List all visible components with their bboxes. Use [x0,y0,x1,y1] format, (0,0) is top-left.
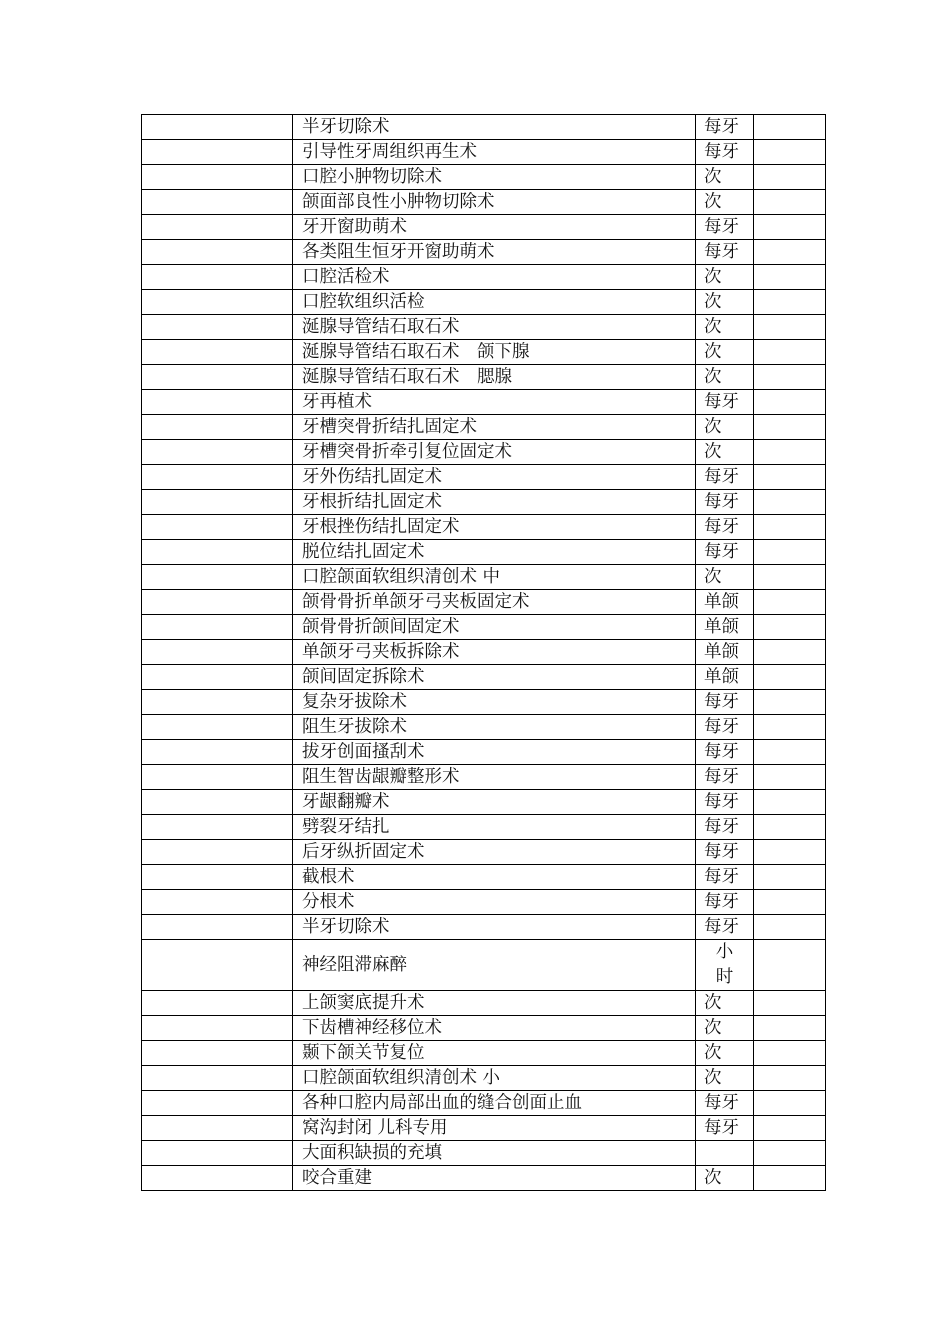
code-cell [142,715,293,740]
fee-table [141,114,826,1191]
item-name-cell: 涎腺导管结石取石术 [293,315,696,340]
table-row [142,190,826,215]
item-name-cell: 脱位结扎固定术 [293,540,696,565]
code-cell [142,515,293,540]
unit-cell: 每牙 [696,540,754,565]
price-cell [754,465,826,490]
code-cell [142,991,293,1016]
table-row [142,1016,826,1041]
unit-cell: 单颌 [696,640,754,665]
unit-cell: 每牙 [696,890,754,915]
unit-cell: 次 [696,315,754,340]
price-cell [754,1066,826,1091]
table-row [142,1116,826,1141]
table-row [142,440,826,465]
price-cell [754,290,826,315]
item-name-cell: 半牙切除术 [293,115,696,140]
price-cell [754,615,826,640]
code-cell [142,615,293,640]
item-name-cell: 分根术 [293,890,696,915]
table-row [142,140,826,165]
table-row [142,890,826,915]
code-cell [142,340,293,365]
table-row [142,740,826,765]
item-name-cell: 后牙纵折固定术 [293,840,696,865]
code-cell [142,465,293,490]
item-name-cell: 口腔小肿物切除术 [293,165,696,190]
table-row [142,940,826,991]
unit-cell: 每牙 [696,1116,754,1141]
unit-cell: 单颌 [696,590,754,615]
table-row [142,1091,826,1116]
unit-cell: 次 [696,565,754,590]
price-cell [754,315,826,340]
item-name-cell: 劈裂牙结扎 [293,815,696,840]
table-row [142,515,826,540]
unit-cell: 次 [696,991,754,1016]
price-cell [754,165,826,190]
table-row [142,865,826,890]
code-cell [142,390,293,415]
table-row [142,465,826,490]
item-name-cell: 牙槽突骨折结扎固定术 [293,415,696,440]
unit-cell: 每牙 [696,915,754,940]
table-row [142,1166,826,1191]
table-row [142,315,826,340]
code-cell [142,1141,293,1166]
table-row [142,565,826,590]
unit-cell: 每牙 [696,490,754,515]
unit-cell: 每牙 [696,715,754,740]
item-name-cell: 窝沟封闭 儿科专用 [293,1116,696,1141]
table-row [142,215,826,240]
price-cell [754,190,826,215]
item-name-cell: 牙根挫伤结扎固定术 [293,515,696,540]
code-cell [142,1116,293,1141]
table-row [142,240,826,265]
table-row [142,665,826,690]
item-name-cell: 截根术 [293,865,696,890]
code-cell [142,215,293,240]
price-cell [754,890,826,915]
price-cell [754,1141,826,1166]
item-name-cell: 口腔颌面软组织清创术 中 [293,565,696,590]
table-row [142,1141,826,1166]
code-cell [142,640,293,665]
table-row [142,915,826,940]
code-cell [142,265,293,290]
unit-cell: 每牙 [696,690,754,715]
price-cell [754,240,826,265]
price-cell [754,365,826,390]
table-row [142,840,826,865]
unit-cell: 小时 [696,940,754,991]
price-cell [754,565,826,590]
item-name-cell: 引导性牙周组织再生术 [293,140,696,165]
price-cell [754,1041,826,1066]
unit-cell: 次 [696,1066,754,1091]
item-name-cell: 口腔颌面软组织清创术 小 [293,1066,696,1091]
item-name-cell: 涎腺导管结石取石术 颌下腺 [293,340,696,365]
unit-cell: 每牙 [696,765,754,790]
item-name-cell: 半牙切除术 [293,915,696,940]
table-row [142,640,826,665]
unit-cell: 每牙 [696,740,754,765]
code-cell [142,815,293,840]
item-name-cell: 各种口腔内局部出血的缝合创面止血 [293,1091,696,1116]
code-cell [142,1091,293,1116]
price-cell [754,790,826,815]
unit-cell: 每牙 [696,215,754,240]
item-name-cell: 颌骨骨折单颌牙弓夹板固定术 [293,590,696,615]
unit-cell: 次 [696,165,754,190]
code-cell [142,140,293,165]
unit-cell: 每牙 [696,840,754,865]
code-cell [142,115,293,140]
unit-cell: 每牙 [696,1091,754,1116]
price-cell [754,340,826,365]
code-cell [142,840,293,865]
item-name-cell: 大面积缺损的充填 [293,1141,696,1166]
table-row [142,790,826,815]
item-name-cell: 颞下颌关节复位 [293,1041,696,1066]
price-cell [754,490,826,515]
code-cell [142,165,293,190]
code-cell [142,940,293,991]
code-cell [142,765,293,790]
item-name-cell: 咬合重建 [293,1166,696,1191]
item-name-cell: 涎腺导管结石取石术 腮腺 [293,365,696,390]
unit-cell: 次 [696,340,754,365]
item-name-cell: 拔牙创面搔刮术 [293,740,696,765]
code-cell [142,365,293,390]
unit-cell: 次 [696,1016,754,1041]
code-cell [142,240,293,265]
item-name-cell: 各类阻生恒牙开窗助萌术 [293,240,696,265]
code-cell [142,1041,293,1066]
table-row [142,715,826,740]
table-row [142,540,826,565]
item-name-cell: 复杂牙拔除术 [293,690,696,715]
price-cell [754,991,826,1016]
price-cell [754,815,826,840]
code-cell [142,190,293,215]
table-row [142,1066,826,1091]
unit-cell: 每牙 [696,465,754,490]
unit-cell: 每牙 [696,390,754,415]
table-row [142,390,826,415]
table-row [142,365,826,390]
item-name-cell: 神经阻滞麻醉 [293,940,696,991]
unit-cell: 每牙 [696,115,754,140]
item-name-cell: 下齿槽神经移位术 [293,1016,696,1041]
code-cell [142,440,293,465]
code-cell [142,590,293,615]
price-cell [754,140,826,165]
code-cell [142,890,293,915]
table-row [142,590,826,615]
item-name-cell: 阻生牙拔除术 [293,715,696,740]
table-row [142,690,826,715]
unit-cell: 次 [696,440,754,465]
unit-cell: 单颌 [696,665,754,690]
unit-cell: 次 [696,1041,754,1066]
table-row [142,115,826,140]
code-cell [142,315,293,340]
code-cell [142,790,293,815]
code-cell [142,915,293,940]
price-cell [754,415,826,440]
table-row [142,165,826,190]
unit-cell: 每牙 [696,865,754,890]
code-cell [142,540,293,565]
item-name-cell: 阻生智齿龈瓣整形术 [293,765,696,790]
price-cell [754,1016,826,1041]
table-body [142,115,826,1191]
unit-cell: 每牙 [696,790,754,815]
item-name-cell: 颌面部良性小肿物切除术 [293,190,696,215]
item-name-cell: 牙槽突骨折牵引复位固定术 [293,440,696,465]
table-row [142,490,826,515]
unit-cell: 次 [696,1166,754,1191]
unit-cell: 次 [696,415,754,440]
price-cell [754,440,826,465]
price-cell [754,215,826,240]
code-cell [142,740,293,765]
price-cell [754,690,826,715]
item-name-cell: 牙外伤结扎固定术 [293,465,696,490]
code-cell [142,1066,293,1091]
code-cell [142,1016,293,1041]
item-name-cell: 牙开窗助萌术 [293,215,696,240]
price-cell [754,740,826,765]
item-name-cell: 上颌窦底提升术 [293,991,696,1016]
unit-cell: 次 [696,365,754,390]
unit-cell: 每牙 [696,140,754,165]
price-cell [754,865,826,890]
item-name-cell: 单颌牙弓夹板拆除术 [293,640,696,665]
code-cell [142,665,293,690]
price-cell [754,715,826,740]
price-cell [754,590,826,615]
item-name-cell: 牙根折结扎固定术 [293,490,696,515]
price-cell [754,515,826,540]
unit-cell: 次 [696,290,754,315]
price-cell [754,665,826,690]
unit-cell: 每牙 [696,240,754,265]
price-cell [754,940,826,991]
code-cell [142,415,293,440]
item-name-cell: 牙龈翻瓣术 [293,790,696,815]
code-cell [142,290,293,315]
unit-cell: 次 [696,265,754,290]
price-cell [754,1116,826,1141]
price-cell [754,1166,826,1191]
item-name-cell: 口腔软组织活检 [293,290,696,315]
unit-cell [696,1141,754,1166]
price-cell [754,265,826,290]
code-cell [142,1166,293,1191]
table-row [142,765,826,790]
price-cell [754,765,826,790]
price-cell [754,840,826,865]
price-cell [754,915,826,940]
table-row [142,815,826,840]
table-row [142,340,826,365]
table-row [142,265,826,290]
unit-cell: 每牙 [696,815,754,840]
table-row [142,615,826,640]
price-cell [754,115,826,140]
code-cell [142,490,293,515]
code-cell [142,565,293,590]
table-row [142,991,826,1016]
unit-cell: 次 [696,190,754,215]
table-row [142,415,826,440]
table-row [142,1041,826,1066]
price-cell [754,640,826,665]
price-cell [754,1091,826,1116]
table-row [142,290,826,315]
price-cell [754,540,826,565]
unit-cell: 单颌 [696,615,754,640]
code-cell [142,690,293,715]
item-name-cell: 口腔活检术 [293,265,696,290]
price-cell [754,390,826,415]
item-name-cell: 颌骨骨折颌间固定术 [293,615,696,640]
item-name-cell: 颌间固定拆除术 [293,665,696,690]
unit-cell: 每牙 [696,515,754,540]
code-cell [142,865,293,890]
item-name-cell: 牙再植术 [293,390,696,415]
